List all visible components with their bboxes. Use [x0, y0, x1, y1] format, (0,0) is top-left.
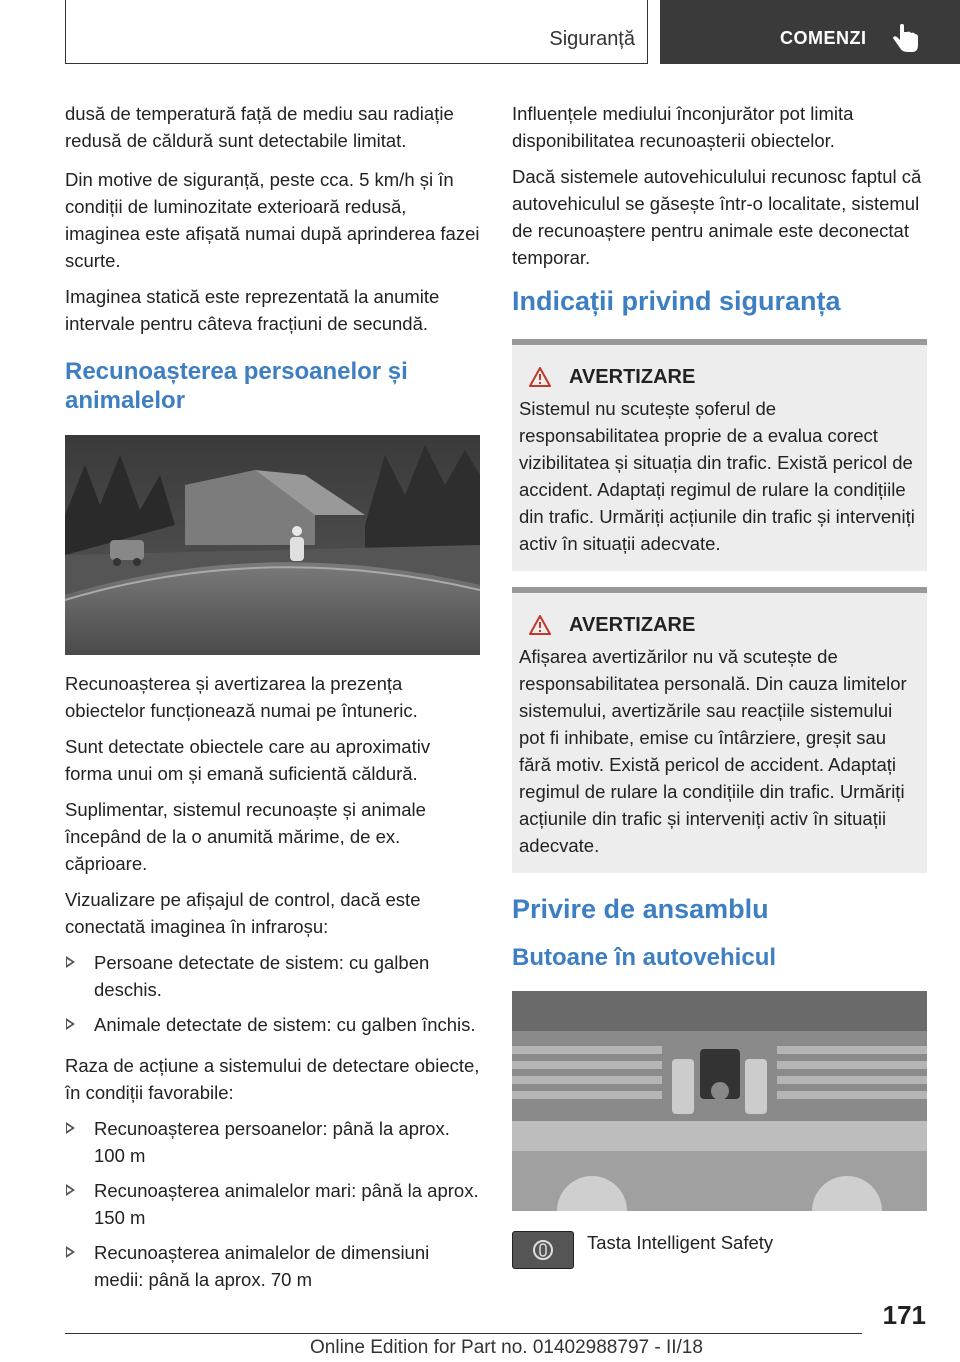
triangle-bullet-icon: [66, 1184, 75, 1196]
warning-title: AVERTIZARE: [519, 363, 919, 391]
paragraph: Recunoașterea și avertizarea la prezența obiectelor funcționează numai pe întuneric.: [65, 673, 418, 721]
paragraph: Suplimentar, sistemul recunoaște și animale începând de la o anumită mărime, de ex. căprioare.: [65, 799, 426, 874]
list-item: Recunoașterea persoanelor: până la aprox. 100 m: [65, 1115, 480, 1169]
intelligent-safety-legend: [512, 1231, 927, 1269]
bullet-list: [65, 949, 480, 1038]
paragraph: Imaginea statică este reprezentată la anumite intervale pentru câteva fracțiuni de secundă.: [65, 286, 440, 334]
warning-triangle-icon: [529, 615, 551, 635]
list-item: Animale detectate de sistem: cu galben închis.: [65, 1011, 480, 1038]
list-item: Recunoașterea animalelor mari: până la aprox. 150 m: [65, 1177, 480, 1231]
page-number: 171: [882, 1300, 926, 1330]
paragraph: Din motive de siguranță, peste cca. 5 km/h și în condiții de luminozitate exterioară redusă, imaginea este afișată numai după aprinderea fazei scurte.: [65, 169, 480, 271]
commands-label: COMENZI: [780, 28, 867, 48]
bullet-list: [65, 1115, 480, 1293]
paragraph: Influențele mediului înconjurător pot limita disponibilitatea recunoașterii obiectelor.: [512, 103, 854, 151]
paragraph: dusă de temperatură față de mediu sau radiație redusă de căldură sunt detectabile limitat.: [65, 103, 454, 151]
intelligent-safety-button[interactable]: [512, 1231, 574, 1269]
right-column: [512, 100, 927, 1269]
triangle-bullet-icon: [66, 1122, 75, 1134]
list-item: Recunoașterea animalelor de dimensiuni medii: până la aprox. 70 m: [65, 1239, 480, 1293]
paragraph: Sunt detectate obiectele care au aproximativ forma unui om și emană suficientă căldură.: [65, 736, 431, 784]
center-console-illustration: [512, 991, 927, 1211]
hand-pointer-icon: [892, 24, 920, 54]
warning-triangle-icon: [529, 367, 551, 387]
paragraph: Vizualizare pe afișajul de control, dacă este conectată imaginea în infraroșu:: [65, 889, 421, 937]
footer-edition: Online Edition for Part no. 01402988797 - II/18: [310, 1337, 703, 1358]
triangle-bullet-icon: [66, 1246, 75, 1258]
overview-heading: Privire de ansamblu: [512, 894, 769, 924]
warning-box: [512, 587, 927, 873]
left-column: [65, 100, 480, 1307]
triangle-bullet-icon: [66, 956, 75, 968]
intelligent-safety-icon: [532, 1239, 554, 1261]
warning-text: Afișarea avertizărilor nu vă scutește de responsabilitatea personală. Din cauza limitelor sistemului, avertizările sau reacțiile sistemului pot fi inhibate, emise cu întârziere, greșit sau fără motiv. Există pericol de accident. Adaptați regimul de rulare la condițiile din trafic. Urmăriți acțiunile din trafic și interveniți activ în situații adecvate.: [519, 646, 907, 856]
infrared-night-image: [65, 435, 480, 655]
night-vision-illustration: [65, 435, 480, 655]
header-commands-tab[interactable]: [660, 0, 960, 64]
paragraph: Dacă sistemele autovehiculului recunosc faptul că autovehiculul se găsește într-o localitate, sistemul de recunoaștere pentru animale este deconectat temporar.: [512, 166, 922, 268]
triangle-bullet-icon: [66, 1018, 75, 1030]
header-section-box: [65, 0, 648, 64]
buttons-subheading: Butoane în autovehicul: [512, 944, 777, 971]
warning-text: Sistemul nu scutește șoferul de responsabilitatea proprie de a evalua corect vizibilitatea și situația din trafic. Există pericol de accident. Adaptați regimul de rulare la condițiile din trafic. Urmăriți acțiunile din trafic și interveniți activ în situații adecvate.: [519, 398, 915, 554]
warning-box: [512, 339, 927, 571]
dashboard-buttons-image: [512, 991, 927, 1211]
section-heading: Recunoașterea persoanelor și animalelor: [65, 358, 408, 414]
safety-heading: Indicații privind siguranța: [512, 286, 841, 316]
list-item: Persoane detectate de sistem: cu galben deschis.: [65, 949, 480, 1003]
paragraph: Raza de acțiune a sistemului de detectare obiecte, în condiții favorabile:: [65, 1055, 480, 1103]
warning-title: AVERTIZARE: [519, 611, 919, 639]
section-title: Siguranță: [549, 28, 635, 50]
footer-divider: [65, 1333, 862, 1334]
button-label: Tasta Intelligent Safety: [587, 1232, 774, 1253]
